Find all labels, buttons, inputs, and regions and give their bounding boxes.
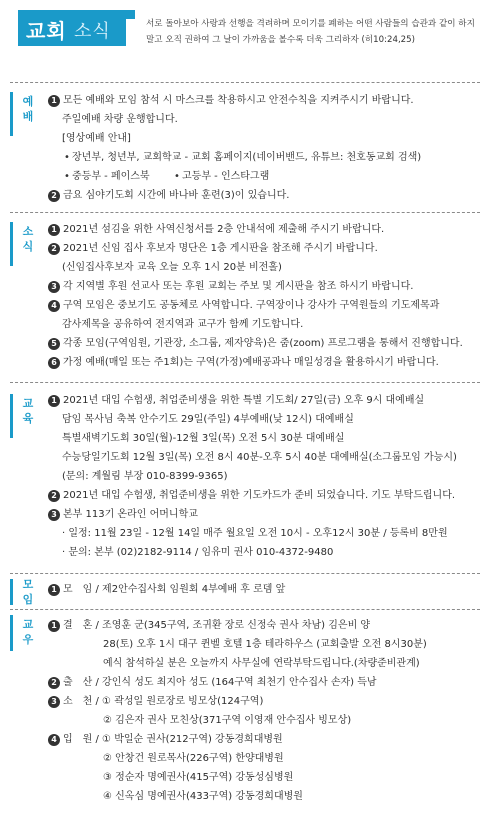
section-label-char: 임: [22, 593, 34, 606]
section-divider: [10, 382, 480, 383]
section-label-char: 식: [22, 240, 34, 253]
fellowship-wedding: 1 결 혼 / 조영훈 군(345구역, 조귀환 장로 신정숙 권사 차남) 김은비 양: [48, 619, 370, 633]
section-bar: [10, 579, 13, 605]
church-news-header: [0, 0, 490, 62]
news-item-2: 2 2021년 신임 집사 후보자 명단은 1층 게시판을 참조해 주시기 바랍니다.: [48, 242, 378, 256]
fellowship-birth: 2 출 산 / 강인식 성도 최지아 성도 (164구역 최천기 안수집사 손자) 득남: [48, 676, 377, 690]
section-news: [0, 212, 490, 377]
section-label-text: [21, 617, 35, 647]
video-worship-adult: • 장년부, 청년부, 교회학교 - 교회 홈페이지(네이버밴드, 유튜브: 천호동교회 검색): [64, 152, 422, 163]
education-item-1-line4: 수능당일기도회 12월 3일(목) 오전 8시 40분-오후 5시 40분 대예배실(소그룹모임 가능시): [62, 452, 457, 463]
news-item-4-sub: 감사제목을 공유하여 전지역과 교구가 함께 기도합니다.: [62, 319, 304, 330]
news-item-5: 5 각종 모임(구역임원, 기관장, 소그룹, 제자양육)은 줌(zoom) 프로그램을 통해서 진행합니다.: [48, 337, 463, 351]
fellowship-hospital-2: ② 안창건 원로목사(226구역) 한양대병원: [103, 753, 284, 764]
video-worship-high: • 고등부 - 인스타그램: [174, 171, 270, 182]
education-item-1-contact: (문의: 계월림 부장 010-8399-9365): [62, 471, 228, 482]
news-item-3: 3 각 지역별 후원 선교사 또는 후원 교회는 주보 및 게시판을 참조 하시기 바랍니다.: [48, 280, 413, 294]
section-label-worship: [21, 94, 35, 124]
section-label-char: 우: [22, 633, 34, 646]
number-2-badge: 2: [48, 190, 60, 202]
section-label-education: [21, 396, 35, 426]
worship-item-1: 1 모든 예배와 모임 참석 시 마스크를 착용하시고 안전수칙을 지켜주시기 바랍니다.: [48, 94, 414, 108]
section-label-char: 교: [22, 397, 34, 410]
section-label-char: 교: [22, 618, 34, 631]
section-label-meeting: [21, 577, 35, 607]
education-item-1-line2: 담임 목사님 축복 안수기도 29일(주일) 4부예배(낮 12시) 대예배실: [62, 414, 354, 425]
section-bar: [10, 222, 13, 266]
section-bar: [10, 394, 13, 438]
section-education: [0, 382, 490, 568]
section-fellowship: [0, 609, 490, 819]
news-item-4: 4 구역 모임은 중보기도 공동체로 사역합니다. 구역장이나 강사가 구역원들의 기도제목과: [48, 299, 439, 313]
title-sub: 소식: [74, 21, 111, 42]
section-divider: [10, 609, 480, 610]
fellowship-wedding-note: 예식 참석하실 분은 오늘까지 사무실에 연락부탁드립니다.(차량준비관계): [103, 658, 420, 669]
section-label-char: 육: [22, 412, 34, 425]
fellowship-funeral-2: ② 김은자 권사 모친상(371구역 이영재 안수집사 빙모상): [103, 715, 352, 726]
section-divider: [10, 212, 480, 213]
section-label-text: [21, 396, 35, 426]
section-meeting: [0, 573, 490, 609]
worship-item-1-sub: 주일예배 차량 운행합니다.: [62, 114, 178, 125]
education-item-3-schedule: · 일정: 11월 23일 - 12월 14일 매주 월요일 오전 10시 - 오후12시 30분 / 등록비 8만원: [62, 528, 448, 539]
education-item-2: 2 2021년 대입 수험생, 취업준비생을 위한 기도카드가 준비 되었습니다. 기도 부탁드립니다.: [48, 489, 455, 503]
video-worship-heading: [영상예배 안내]: [62, 133, 131, 144]
fellowship-hospital-3: ③ 정순자 명예권사(415구역) 강동성심병원: [103, 772, 294, 783]
meeting-item-1: 1 모 임 / 제2안수집사회 임원회 4부예배 후 로뎀 앞: [48, 583, 285, 597]
news-item-1: 1 2021년 섬김을 위한 사역신청서를 2층 안내석에 제출해 주시기 바랍니다.: [48, 223, 384, 237]
section-bar: [10, 615, 13, 651]
fellowship-hospital-1: 4 입 원 / ① 박일순 권사(212구역) 강동경희대병원: [48, 733, 283, 747]
section-label-char: 예: [22, 95, 34, 108]
section-label-fellowship: [21, 617, 35, 647]
fellowship-hospital-4: ④ 신옥심 명예권사(433구역) 강동경희대병원: [103, 791, 303, 802]
section-label-text: [21, 94, 35, 124]
title-main: 교회: [26, 19, 67, 43]
news-item-6: 6 가정 예배(매일 또는 주1회)는 구역(가정)예배공과나 매일성경을 활용하시기 바랍니다.: [48, 356, 439, 370]
section-worship: [0, 82, 490, 207]
news-item-2-sub: (신임집사후보자 교육 오늘 오후 1시 20분 비전홀): [62, 262, 282, 273]
fellowship-funeral-1: 3 소 천 / ① 곽성일 원로장로 빙모상(124구역): [48, 695, 263, 709]
education-item-1: 1 2021년 대입 수험생, 취업준비생을 위한 특별 기도회/ 27일(금) 오후 9시 대예배실: [48, 394, 424, 408]
section-divider: [10, 573, 480, 574]
section-label-news: [21, 224, 35, 254]
section-divider: [10, 82, 480, 83]
bible-verse: 서로 돌아보아 사랑과 선행을 격려하며 모이기를 폐하는 어떤 사람들의 습관과 같이 하지 말고 오직 권하여 그 날이 가까움을 볼수록 더욱 그리하자 (히10:24,25): [146, 19, 475, 45]
section-label-text: [21, 224, 35, 254]
worship-item-2: 2 금요 심야기도회 시간에 바나바 훈련(3)이 있습니다.: [48, 189, 289, 203]
education-item-1-line3: 특별새벽기도회 30일(월)-12월 3일(목) 오전 5시 30분 대예배실: [62, 433, 345, 444]
number-1-badge: 1: [48, 95, 60, 107]
section-label-char: 배: [22, 110, 34, 123]
title-accent-square: [126, 10, 135, 19]
section-label-text: [21, 577, 35, 607]
section-label-char: 소: [22, 225, 34, 238]
education-item-3: 3 본부 113기 온라인 어머니학교: [48, 508, 198, 522]
education-item-3-contact: · 문의: 본부 (02)2182-9114 / 임유미 권사 010-4372-9480: [62, 547, 334, 558]
section-label-char: 모: [22, 578, 34, 591]
section-bar: [10, 92, 13, 136]
fellowship-wedding-details: 28(토) 오후 1시 대구 퀸벨 호텔 1층 테라하우스 (교회출발 오전 8시30분): [103, 639, 427, 650]
video-worship-middle: • 중등부 - 페이스북: [64, 171, 150, 182]
